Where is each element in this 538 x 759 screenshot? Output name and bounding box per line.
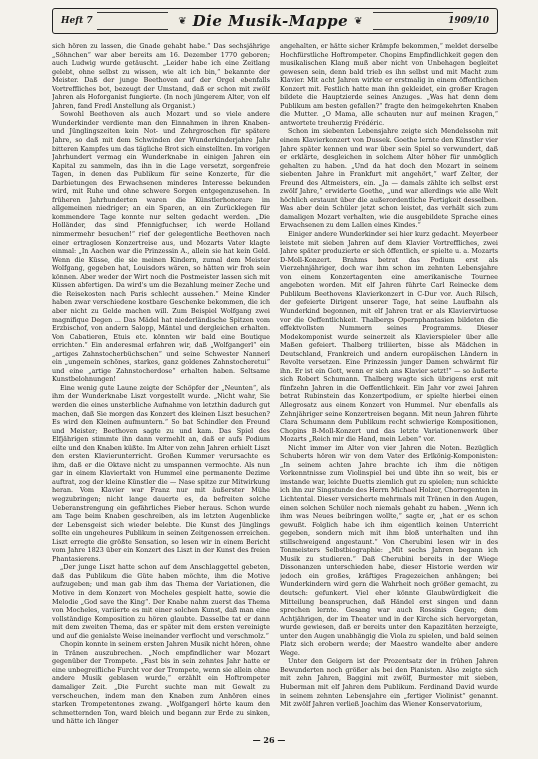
paragraph: Einiger andere Wunderkinder sei hier kurz gedacht. Meyerbeer leistete mit sieben Jahren auf dem Klavier Vortreffliches, zwei Jahre später produzierte er sich öffentlich, er spielte u. a. Mozarts D-Moll-Konzert. Brahms betrat das Podium erst als Vierzehnjähriger, doch war ihm schon im zehnten Lebensjahre von einem Konzertagenten eine amerikanische Tournee angeboten worden. Mit elf Jahren führte Carl Reinecke dem Publikum Beethovens Klavierkonzert in C-Dur vor. Auch Rilsch, der gefeierte Dirigent unserer Tage, hat seine Laufbahn als Wunderkind begonnen, mit elf Jahren trat er als Klaviervirtuose vor die Oeffentlichkeit. Thalbergs Opernphantasien bildeten die effektvollsten Nummern seines Programms. Dieser Modekomponist wurde seinerzeit als Klavierspieler über alle Maßen gefeiert. Thalberg triliierten, bisse als Mädchen in Deutschland, Frankreich und andern europäischen Ländern in Revolte versetzen. Eine Prinzessin junger Damen schwärmt für ihn. Er ist ein Gott, wenn er sich ans Klavier setzt!“ — so äußerte sich Robert Schumann. Thalberg wagte sich übrigens erst mit fünfzehn Jahren in die Oeffentlichkeit. Ein Jahr vor zwei Jahren betrat Rubinstein das Konzertpodium, er spielte hierbei einen Allegrosatz aus einem Konzert von Hummel. Nur ebenfalls als Zehnjähriger seine Konzertreisen begann. Mit neun Jahren führte Clara Schumann dem Publikum recht schwierige Kompositionen, Chopins B-Moll-Konzert und das letzte Variationenwerk über Mozarts „Reich mir die Hand, mein Leben“ vor.	[280, 230, 498, 444]
paragraph: Chopin konnte in seinem ersten Jahren Musik nicht hören, ohne in Tränen auszubrechen. „Noch empfindlicher war Mozart gegenüber der Trompete. „Fast bis in sein zehntes Jahr hatte er eine unbegreifliche Furcht vor der Trompete, wenn sie allein ohne andere Musik geblasen wurde,“ erzählt ein Hoftrompeter damaliger Zeit. „Die Furcht suchte man mit Gewalt zu verscheuchen, indem man den Knaben zum Anhören eines starken Trompetentones zwang. „Wolfgangerl hörte kaum den schmetternden Ton, ward bleich und begann zur Erde zu sinken, und hätte ich länger	[52, 640, 270, 726]
paragraph: Nicht immer im Alter von vier Jahren die Noten. Bezüglich Schuberts hören wir von dem Vater des Erlkönig-Komponisten: „In seinem achten Jahre brachte ich ihm die nötigen Vorkenntnisse zum Violinspiel bei und übte ihn so weit, bis er imstande war, leichte Duetts ziemlich gut zu spielen; nun schickte ich ihn zur Singstunde des Herrn Michael Holzer, Chorregenten in Lichtental. Dieser versicherte mehrmals mit Tränen in den Augen, einen solchen Schüler noch niemals gehabt zu haben. „Wenn ich ihm was Neues beibringen wollte,“ sagte er, „hat er es schon gewußt. Folglich habe ich ihm eigentlich keinen Unterricht gegeben, sondern mich mit ihm bloß unterhalten und ihn stillschweigend angestaunt.“ Von Cherubini lesen wir in des Tonmeisters Selbstbiographie: „Mit sechs Jahren begann ich Musik zu studieren.“ Daß Cherubini bereits in der Wiege Dissonanzen unterschieden habe, dieser Historie werden wir jedoch ein großes, kräftiges Fragezeichen anhängen; bei Wunderkindern wird gern die Wahrheit noch größer gemacht, zu deutsch: gefunkert. Viel eher könnte Glaubwürdigkeit die Mitteilung beanspruchen, daß Händel erst singen und dann sprechen lernte. Gesang war auch Rossinis Gegen; dem Achtjährigen, der im Theater und in der Kirche sich hervorgetan, wurde gewiesen, daß er bereits unter den Kapazitäten herzeigte, unter den Augen unabhängig die Viola zu spielen, und bald seinen Platz sich erobern werde; der Maestro wandelte aber andere Wege.	[280, 443, 498, 657]
column-right	[280, 42, 498, 732]
page-number: — 26 —	[252, 735, 286, 745]
article-columns	[52, 42, 498, 732]
ornament-left-icon: ❦	[178, 15, 187, 27]
title-wrap	[168, 12, 372, 30]
paragraph: Schon im siebenten Lebensjahre zeigte sich Mendelssohn mit einem Klavierkonzert von Dussek. Goethe lernte den Künstler vier Jahre später kennen und war über sein Spiel so verwundert, daß er erklärte, desgleichen in solchem Alter höher für unmöglich gehalten zu haben. „Und da hat doch den Mozart in seinem siebenten Jahre in Frankfurt mit angehört,“ warf Zelter, der Freund des Altmeisters, ein. „Ja — damals zählte ich selbst erst zwölf Jahre,“ erwiderte Goethe, „und war allerdings wie alle Welt höchlich erstaunt über die außerordentliche Fertigkeit desselben. Was aber dein Schüler jetzt schon leistet, das verhält sich zum damaligen Mozart verhalten, wie die ausgebildete Sprache eines Erwachsenen zu dem Lallen eines Kindes.“	[280, 127, 498, 230]
paragraph: Eine wenig gute Laune zeigte der Schöpfer der „Neunten“, als ihm der Wunderknabe Liszt vorgestellt wurde. „Nicht wahr, Sie werden die eines unsterbliche Aufnahme von letzthin dadurch gut machen, daß Sie morgen das Konzert des kleinen Liszt besuchen? Es wird den Kleinen aufmuntern.“ So bat Schindler den Freund und Meister; Beethoven sagte zu und kam. Das Spiel des Elfjährigen stimmte ihn dann vermehlt an, daß er aufs Podium eilte und den Knaben küßte. Im Alter von zehn Jahren erhielt Liszt den ersten Klavierunterricht. Großen Kummer verursachte es ihm, daß er die Oktave nicht zu umspannen vermochte. Als nun gar in einem Klaviertakt von Hummel eine permanente Dezime auftrat, zog der kleine Künstler die — Nase spitze zur Mitwirkung heran. Vom Klavier war Franz nur mit äußerster Mühe wegzubringen; nicht lange dauerte es, da befreiten solche Ueberanstrengung ein gefährliches Fieber heraus. Schon wurde am Tage beim Knaben geschreiben, als im letzten Augenblicke der Lebensgeist sich wieder belebte. Die Kunst des Jünglings sollte ein ungeheures Publikum in seinen Zeitgenossen erreichen. Liszt erregte die größte Sensation, so lesen wir in einem Bericht vom Jahre 1823 über ein Konzert des Liszt in der Kunst des freien Phantasierens.	[52, 383, 270, 563]
paragraph: sich hören zu lassen, die Gnade gehabt habe.“ Das sechsjährige „Söhnchen“ war aber bereits am 16. Dezember 1770 geboren; auch Ludwig wurde getäuscht. „Leider habe ich eine Zeitlang gelebt, ohne selbst zu wissen, wie alt ich bin,“ bekannte der Meister. Daß der junge Beethoven auf der Orgel ebenfalls Vortreffliches bot, bezeugt der Umstand, daß er schon mit zwölf Jahren als Hoforganist fungierte. (In noch jüngerem Alter, von elf Jahren, fand Fredl Anstellung als Organist.)	[52, 42, 270, 110]
column-left	[52, 42, 270, 732]
ornament-right-icon: ❦	[354, 15, 363, 27]
paragraph: Sowohl Beethoven als auch Mozart und so viele andere Wunderkinder verdiente man den Einnahmen in ihren Knaben- und Jünglingszeiten kein Not- und Zehrgroschen für spätere Jahre, so daß mit dem Schwinden der Wunderkinderjahre Jahr bitteren Kampfes um das tägliche Brot sich einstellten. Im vorigen Jahrhundert vermag ein Wunderknabe in einigen Jahren ein Kapital zu sammeln, das ihn in die Lage versetzt, sorgenfreie Tagen, in denen das Publikum für seine Konzerte, für die Darbietungen des Erwachsenen minderes Interesse bekunden wird, mit Ruhe und ohne schwere Sorgen entgegenzusehen. In früheren Jahrhunderten waren die Künstlerhonorare im allgemeinen niedriger; an ein Sparen, an ein Zurücklegen für kommendere Tage konnte nur selten gedacht werden. „Die Holländer, das sind Pfennigfuchser, ich werde Holland nimmermehr besuchen!“ rief der gelegentliche Beethoven nach einer ertraglosen Konzertreise aus, und Mozarts Vater klagte einmal: „In Aachen war die Prinzessin A., allein sie hat kein Geld. Wenn die Küsse, die sie meinen Kindern, zumal dem Meister Wolfgang, gegeben hat, Louisdors wären, so hätten wir froh sein können. Aber weder der Wirt noch die Postmeister lassen sich mit Küssen abfertigen. Da wird's um die Bezahlung meiner Zeche und die Reisekosten nach Paris schlecht aussehen.“ Meine Kinder haben zwar verschiedene kostbare Geschenke bekommen, die ich aber nicht zu Gelde machen will. Zum Beispiel Wolfgang zwei magnifique Degen ... Das Mädel hat niederländische Spitzen vom Erzbischof, von andern Salopp, Mäntel und dergleichen erhalten. Von Cabatieren, Etuis etc. könnten wir bald eine Boutique errichten.“ Ein anderesmal erfahren wir, daß „Wolfgangerl“ ein „artiges Zahnstocherbüchschen“ und seine Schwester Nannerl ein „ungemein schönes, starkes, ganz goldenes Zahnstocheretui“ und eine „artige Zahnstocherdose“ erhalten haben. Seltsame Kunstbelohnungen!	[52, 110, 270, 384]
paragraph: Unter den Geigern ist der Prozentsatz der in frühen Jahren Bewunderten noch größer als bei den Pianisten. Also zeigte sich mit zehn Jahren, Baggini mit zwölf, Burmester mit sieben, Huberman mit elf Jahren dem Publikum. Ferdinand David wurde in seinem zehnten Lebensjahre ein „fertiger Violinist“ genannt. Mit zwölf Jahren verließ Joachim das Wiener Konservatorium,	[280, 657, 498, 709]
paragraph: angehalten, er hätte sicher Krämpfe bekommen,“ meldet derselbe Hochfürstliche Hoftrompeter. Chopins Empfindlichkeit gegen den musikalischen Klang muß aber nicht von Unbehagen begleitet gewesen sein, denn bald trieb es ihn selbst und mit Macht zum Klavier. Mit acht Jahren wirkte er erstmalig in einem öffentlichen Konzert mit. Festlich hatte man ihn gekleidet, ein großer Kragen bildete die Hauptzierde seines Anzuges. „Was hat denn dem Publikum am besten gefallen?“ fragte den heimgekehrten Knaben die Mutter. „O Mama, alle schauten nur auf meinen Kragen,“ antwortete treuherzig Frédéric.	[280, 42, 498, 127]
year-label: 1909/10	[448, 16, 489, 26]
paragraph: „Der junge Liszt hatte schon auf dem Anschlaggettel gebeten, daß das Publikum die Güte haben möchte, ihm die Motive aufzugeben; und man gab ihm das Thema der Variationen, die Motive in dem Konzert von Mocheles gespielt hatte, sowie die Melodie „God save the King“. Der Knabe nahm zuerst das Thema von Mocheles, variierte es mit einer solchen Kunst, daß man eine vollständige Komposition zu hören glaubte. Dasselbe tat er dann mit dem zweiten Thema, das er später mit dem ersten vereinigte und auf die genialste Weise ineinander verflocht und verschmolz.“	[52, 563, 270, 640]
masthead	[52, 8, 498, 34]
magazine-title: Die Musik-Mappe	[192, 12, 349, 30]
issue-label: Heft 7	[61, 16, 93, 26]
